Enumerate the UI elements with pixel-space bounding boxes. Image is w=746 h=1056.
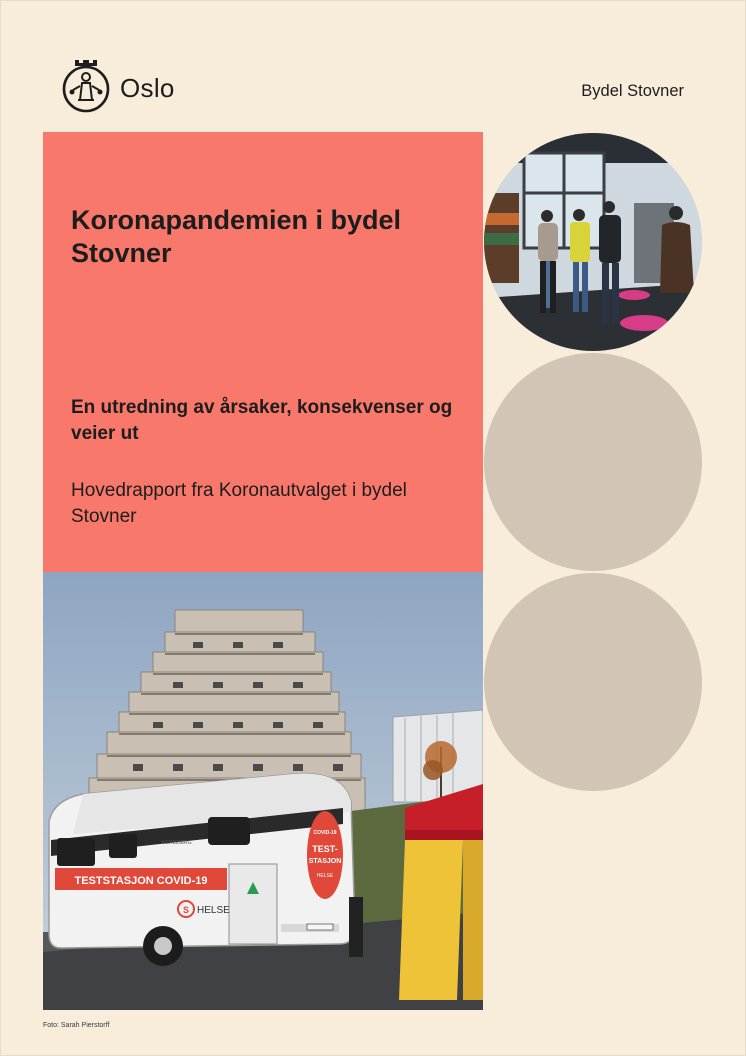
test-station-photo <box>43 572 483 1010</box>
sign-line2: STASJON <box>308 858 342 865</box>
sign-top: COVID-19 <box>313 830 337 836</box>
sign-bottom: HELSE <box>316 873 334 879</box>
sign-line1: TEST- <box>312 844 338 854</box>
decorative-circle <box>484 573 702 791</box>
document-subtitle: En utredning av årsaker, konsekvenser og veier ut <box>71 397 453 444</box>
test-van <box>49 774 355 966</box>
oslo-logo-icon <box>61 56 111 114</box>
street-scene <box>43 572 483 1010</box>
title-panel <box>43 132 483 572</box>
helse-label: HELSE <box>197 905 230 916</box>
interior-photo-circle <box>484 133 702 351</box>
interior-scene <box>484 133 702 351</box>
van-brand: WEINSBERG <box>161 840 192 846</box>
district-name: Bydel Stovner <box>581 82 684 100</box>
photo-credit: Foto: Sarah Pierstorff <box>43 1022 110 1029</box>
decorative-circle <box>484 353 702 571</box>
svg-text:S: S <box>182 905 190 915</box>
logo-text: Oslo <box>120 73 175 103</box>
report-description: Hovedrapport fra Koronautvalget i bydel Stovner <box>71 480 407 527</box>
document-title: Koronapandemien i bydel Stovner <box>71 205 402 268</box>
van-banner-text: TESTSTASJON COVID-19 <box>74 875 208 887</box>
